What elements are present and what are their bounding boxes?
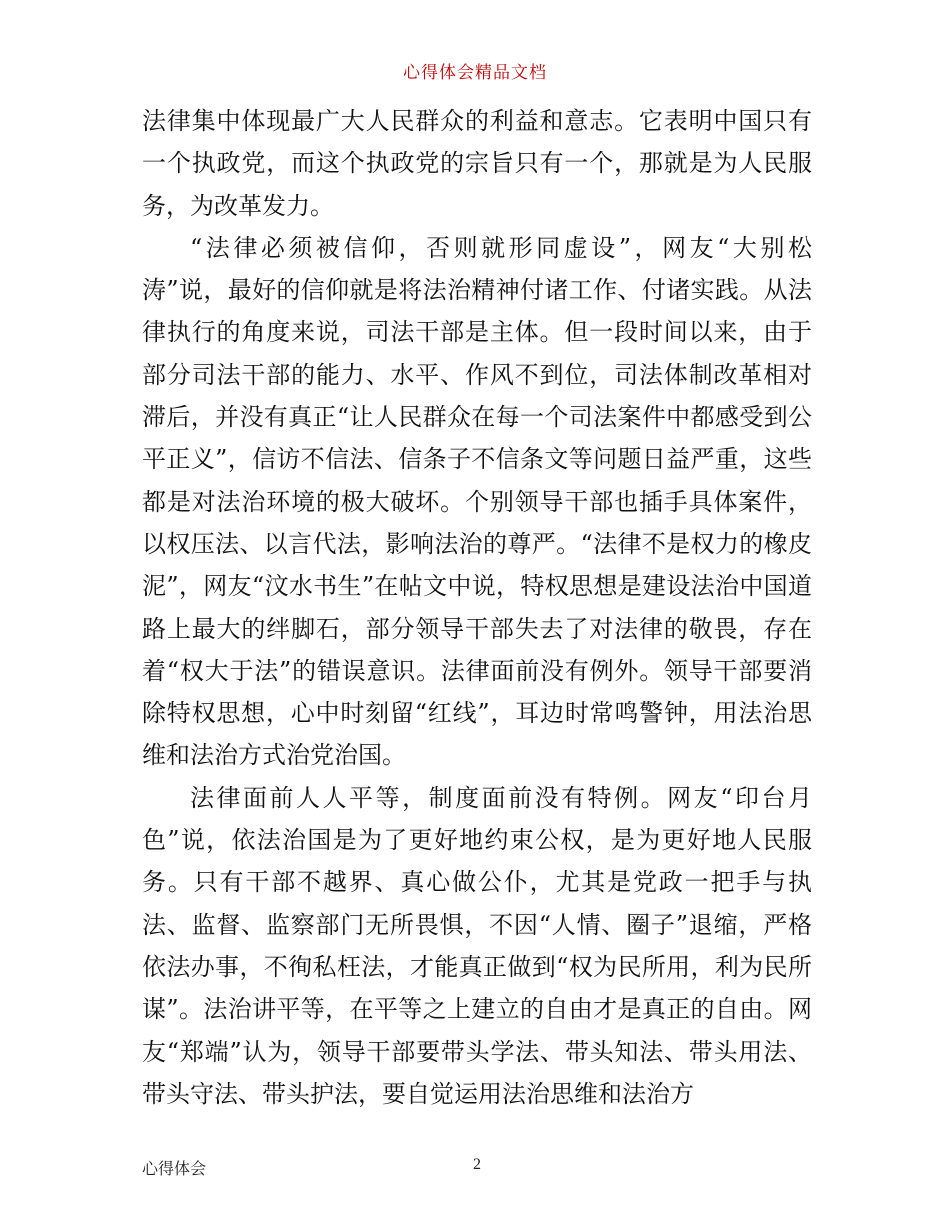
page-header-title: 心得体会精品文档 (403, 63, 547, 83)
footer-label: 心得体会 (142, 1159, 207, 1178)
paragraph-3: 法律面前人人平等，制度面前没有特例。网友“印台月色”说，依法治国是为了更好地约束公权，是为更好地人民服务。只有干部不越界、真心做公仆，尤其是党政一把手与执法、监督、监察部门无所畏惧，不因“人情、圈子”退缩，严格依法办事，不徇私枉法，才能真正做到“权为民所用，利为民所谋”。法治讲平等，在平等之上建立的自由才是真正的自由。网友“郑端”认为，领导干部要带头学法、带头知法、带头用法、带头守法、带头护法，要自觉运用法治思维和法治方 (142, 783, 812, 1108)
page-number: 2 (473, 1156, 481, 1173)
paragraph-1: 法律集中体现最广大人民群众的利益和意志。它表明中国只有一个执政党，而这个执政党的宗旨只有一个，那就是为人民服务，为改革发力。 (142, 107, 812, 220)
paragraph-2: “法律必须被信仰，否则就形同虚设”，网友“大别松涛”说，最好的信仰就是将法治精神付诸工作、付诸实践。从法律执行的角度来说，司法干部是主体。但一段时间以来，由于部分司法干部的能力、水平、作风不到位，司法体制改革相对滞后，并没有真正“让人民群众在每一个司法案件中都感受到公平正义”，信访不信法、信条子不信条文等问题日益严重，这些都是对法治环境的极大破坏。个别领导干部也插手具体案件，以权压法、以言代法，影响法治的尊严。“法律不是权力的橡皮泥”，网友“汶水书生”在帖文中说，特权思想是建设法治中国道路上最大的绊脚石，部分领导干部失去了对法律的敬畏，存在着“权大于法”的错误意识。法律面前没有例外。领导干部要消除特权思想，心中时刻留“红线”，耳边时常鸣警钟，用法治思维和法治方式治党治国。 (142, 233, 812, 770)
document-body (142, 100, 812, 1115)
